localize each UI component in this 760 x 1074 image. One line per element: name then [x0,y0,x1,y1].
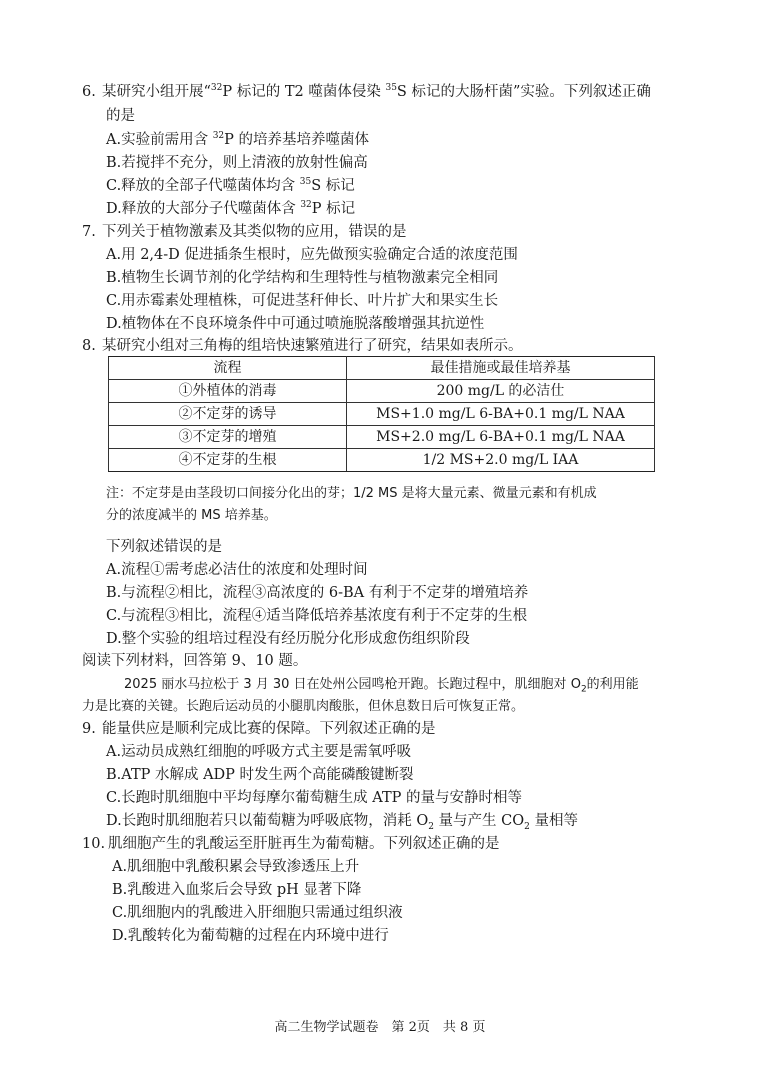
option-text: C.释放的全部子代噬菌体均含 [106,178,300,194]
q10-number: 10. [82,836,106,852]
q9-number: 9. [82,721,96,737]
material-intro: 阅读下列材料，回答第 9、10 题。 [82,653,308,669]
table-cell: MS+1.0 mg/L 6-BA+0.1 mg/L NAA [347,403,655,426]
q6-option-a [106,130,369,150]
q6-option-b: B.若搅拌不充分，则上清液的放射性偏高 [106,155,368,171]
option-text: 量与产生 CO [433,813,525,829]
q7-option-b: B.植物生长调节剂的化学结构和生理特性与植物激素完全相同 [106,270,499,286]
subscript: 2 [428,821,434,832]
table-row [109,380,655,403]
q8-stem [82,336,523,356]
q8-option-a: A.流程①需考虑必洁仕的浓度和处理时间 [106,562,368,578]
q10-option-b: B.乳酸进入血浆后会导致 pH 显著下降 [112,882,362,898]
table-header-cell: 最佳措施或最佳培养基 [347,357,655,380]
table-cell: MS+2.0 mg/L 6-BA+0.1 mg/L NAA [347,426,655,449]
q8-stem-text: 某研究小组对三角梅的组培快速繁殖进行了研究，结果如表所示。 [102,338,523,354]
table-cell: 200 mg/L 的必洁仕 [347,380,655,403]
table-cell: ③不定芽的增殖 [109,426,347,449]
q9-stem-text: 能量供应是顺利完成比赛的保障。下列叙述正确的是 [102,721,436,737]
q8-number: 8. [82,338,96,354]
q9-option-d [106,811,578,831]
q8-results-table [108,356,655,472]
superscript: 32 [210,83,223,94]
q10-stem [82,834,500,854]
q10-stem-text: 肌细胞产生的乳酸运至肝脏再生为葡萄糖。下列叙述正确的是 [108,836,500,852]
q8-table-note-line-1: 注：不定芽是由茎段切口间接分化出的芽；1/2 MS 是将大量元素、微量元素和有机成 [106,486,597,501]
q6-number: 6. [82,84,96,100]
superscript: 32 [300,200,312,211]
option-text: D.长跑时肌细胞若只以葡萄糖为呼吸底物，消耗 O [106,813,429,829]
q9-option-c: C.长跑时肌细胞中平均每摩尔葡萄糖生成 ATP 的量与安静时相等 [106,790,523,806]
q7-stem [82,222,407,242]
table-cell: ②不定芽的诱导 [109,403,347,426]
q7-option-d: D.植物体在不良环境条件中可通过喷施脱落酸增强其抗逆性 [106,316,485,332]
table-cell: ①外植体的消毒 [109,380,347,403]
material-paragraph-line-1 [124,675,639,695]
q6-option-d [106,199,355,219]
material-text: 的利用能 [586,677,639,692]
material-text: 2025 丽水马拉松于 3 月 30 日在处州公园鸣枪开跑。长跑过程中，肌细胞对 O [124,677,581,692]
option-text: S 标记 [311,178,355,194]
table-cell: 1/2 MS+2.0 mg/L IAA [347,449,655,472]
q8-prompt: 下列叙述错误的是 [106,539,222,555]
option-text: A.实验前需用含 [106,132,213,148]
q7-option-a: A.用 2,4-D 促进插条生根时，应先做预实验确定合适的浓度范围 [106,247,518,263]
q9-option-b: B.ATP 水解成 ADP 时发生两个高能磷酸键断裂 [106,767,414,783]
superscript: 35 [385,83,397,94]
table-header-row [109,357,655,380]
q6-stem-text: S 标记的大肠杆菌”实验。下列叙述正确 [396,84,651,100]
q9-stem [82,719,436,739]
q9-option-a: A.运动员成熟红细胞的呼吸方式主要是需氧呼吸 [106,744,412,760]
table-row [109,426,655,449]
q10-option-c: C.肌细胞内的乳酸进入肝细胞只需通过组织液 [112,905,403,921]
q10-option-d: D.乳酸转化为葡萄糖的过程在内环境中进行 [112,928,389,944]
q6-stem-line-2: 的是 [106,108,135,124]
option-text: D.释放的大部分子代噬菌体含 [106,201,301,217]
option-text: P 的培养基培养噬菌体 [224,132,370,148]
table-row [109,449,655,472]
q8-option-b: B.与流程②相比，流程③高浓度的 6-BA 有利于不定芽的增殖培养 [106,585,529,601]
table-row [109,403,655,426]
option-text: P 标记 [311,201,356,217]
option-text: 量相等 [529,813,578,829]
table-cell: ④不定芽的生根 [109,449,347,472]
q6-option-c [106,176,355,196]
q7-stem-text: 下列关于植物激素及其类似物的应用，错误的是 [102,224,407,240]
subscript: 2 [524,821,530,832]
superscript: 35 [299,177,312,188]
q6-stem-line-1 [82,82,651,102]
page-footer: 高二生物学试题卷 第 2页 共 8 页 [274,1020,486,1035]
subscript: 2 [580,684,587,695]
q7-option-c: C.用赤霉素处理植株，可促进茎秆伸长、叶片扩大和果实生长 [106,293,499,309]
q6-stem-text: 某研究小组开展“ [102,84,211,100]
q6-stem-text: P 标记的 T2 噬菌体侵染 [222,84,386,100]
superscript: 32 [212,131,225,142]
q8-option-d: D.整个实验的组培过程没有经历脱分化形成愈伤组织阶段 [106,631,470,647]
material-paragraph-line-2: 力是比赛的关键。长跑后运动员的小腿肌肉酸胀，但休息数日后可恢复正常。 [82,699,525,714]
q7-number: 7. [82,224,96,240]
table-header-cell: 流程 [109,357,347,380]
q8-option-c: C.与流程③相比，流程④适当降低培养基浓度有利于不定芽的生根 [106,608,528,624]
q8-table-note-line-2: 分的浓度减半的 MS 培养基。 [106,508,277,523]
q10-option-a: A.肌细胞中乳酸积累会导致渗透压上升 [112,859,360,875]
